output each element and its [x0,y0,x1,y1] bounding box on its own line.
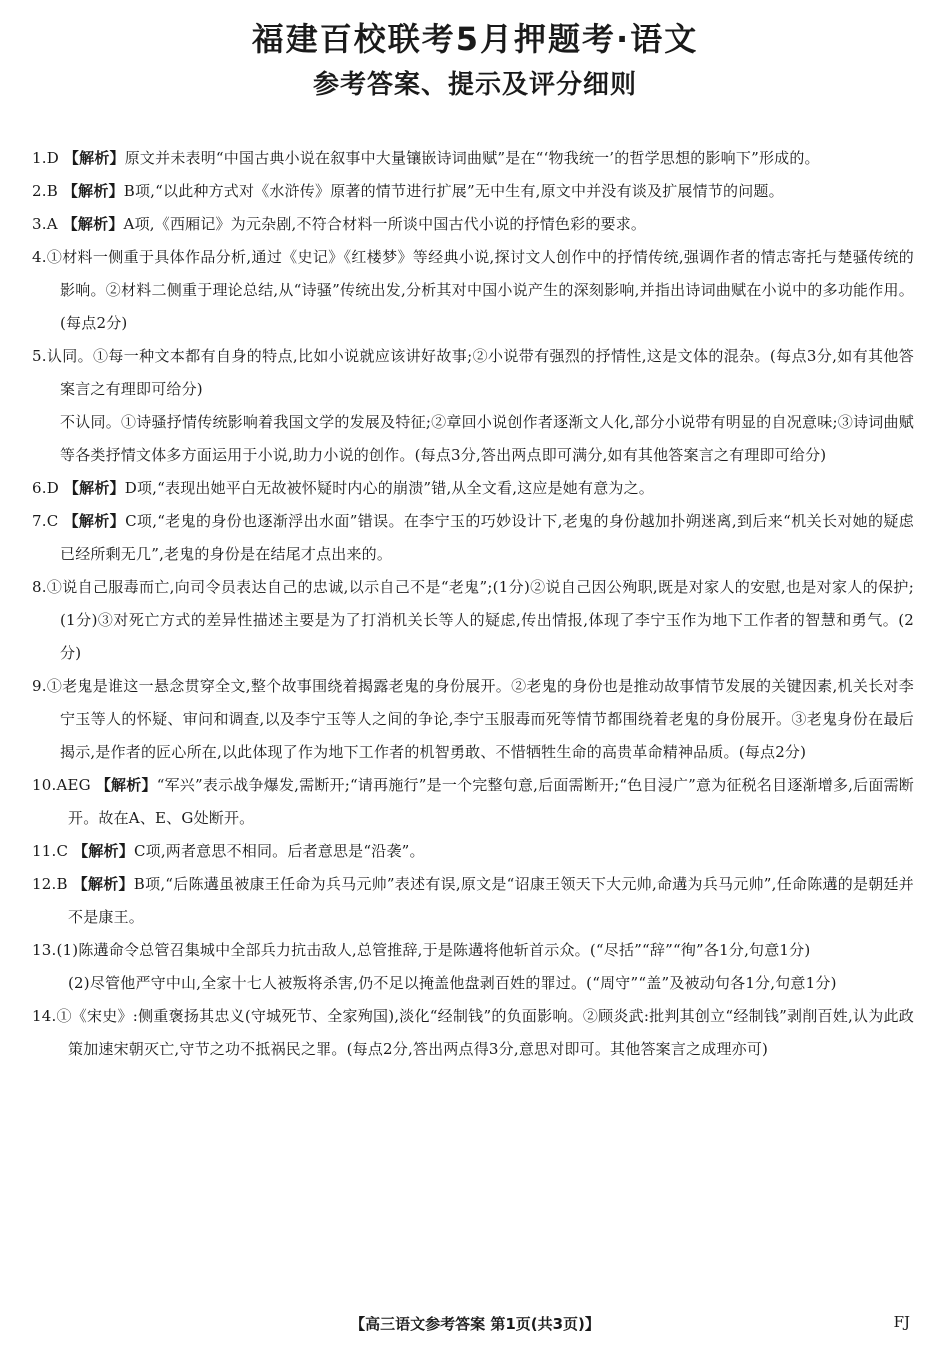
item-answer: C [46,512,59,530]
item-text: B项,“后陈遘虽被康王任命为兵马元帅”表述有误,原文是“诏康王领天下大元帅,命遘为兵马元帅”,任命陈遘的是朝廷并不是康王。 [68,875,914,926]
item-text: D项,“表现出她平白无故被怀疑时内心的崩溃”错,从全文看,这应是她有意为之。 [124,479,655,497]
item-answer: D [46,149,59,167]
answer-item [32,241,914,340]
item-number: 7. [32,512,47,530]
item-answer: C [56,842,69,860]
answer-item [32,208,914,241]
analysis-tag: 【解析】 [63,479,125,497]
item-number: 13. [32,941,57,959]
item-text: C项,“老鬼的身份也逐渐浮出水面”错误。在李宁玉的巧妙设计下,老鬼的身份越加扑朔迷离,到后来“机关长对她的疑虑已经所剩无几”,老鬼的身份是在结尾才点出来的。 [60,512,915,563]
answer-item [32,340,914,406]
item-number: 6. [32,479,47,497]
item-number: 10. [32,776,57,794]
item-text: C项,两者意思不相同。后者意思是“沿袭”。 [133,842,425,860]
item-number: 4. [32,248,47,266]
document-subtitle: 参考答案、提示及评分细则 [312,70,637,100]
footer-code: FJ [893,1313,910,1331]
item-continuation: 不认同。①诗骚抒情传统影响着我国文学的发展及特征;②章回小说创作者逐渐文人化,部分小说带有明显的自况意味;③诗词曲赋等各类抒情文体多方面运用于小说,助力小说的创作。(每点3分,答出两点即可满分,如有其他答案言之有理即可给分) [60,413,914,464]
item-answer: A [46,215,58,233]
item-text: “军兴”表示战争爆发,需断开;“请再施行”是一个完整句意,后面需断开;“色目浸广”意为征税名目逐渐增多,后面需断开。故在A、E、G处断开。 [68,776,914,827]
analysis-tag: 【解析】 [95,776,157,794]
item-text: 原文并未表明“中国古典小说在叙事中大量镶嵌诗词曲赋”是在“‘物我统一’的哲学思想的影响下”形成的。 [124,149,820,167]
analysis-tag: 【解析】 [63,512,126,530]
item-text: 认同。①每一种文本都有自身的特点,比如小说就应该讲好故事;②小说带有强烈的抒情性,这是文体的混杂。(每点3分,如有其他答案言之有理即可给分) [46,347,914,398]
analysis-tag: 【解析】 [62,182,124,200]
item-text: ①材料一侧重于具体作品分析,通过《史记》《红楼梦》等经典小说,探讨文人创作中的抒情传统,强调作者的情志寄托与楚骚传统的影响。②材料二侧重于理论总结,从“诗骚”传统出发,分析其对中国小说产生的深刻影响,并指出诗词曲赋在小说中的多功能作用。(每点2分) [46,248,914,332]
item-answer: D [46,479,59,497]
answer-item [32,1000,914,1066]
item-text: ①说自己服毒而亡,向司令员表达自己的忠诚,以示自己不是“老鬼”;(1分)②说自己因公殉职,既是对家人的安慰,也是对家人的保护;(1分)③对死亡方式的差异性描述主要是为了打消机关长等人的疑虑,传出情报,体现了李宁玉作为地下工作者的智慧和勇气。(2分) [46,578,914,662]
analysis-tag: 【解析】 [72,875,134,893]
answer-item [32,868,914,934]
answer-item [32,571,914,670]
item-number: 1. [32,149,47,167]
item-number: 2. [32,182,47,200]
item-answer: B [46,182,58,200]
item-number: 14. [32,1007,57,1025]
item-text: A项,《西厢记》为元杂剧,不符合材料一所谈中国古代小说的抒情色彩的要求。 [123,215,647,233]
item-answer: B [56,875,68,893]
item-number: 8. [32,578,47,596]
answer-item [32,505,914,571]
analysis-tag: 【解析】 [62,215,124,233]
analysis-tag: 【解析】 [73,842,134,860]
item-text: ①《宋史》:侧重褒扬其忠义(守城死节、全家殉国),淡化“经制钱”的负面影响。②顾炎武:批判其创立“经制钱”剥削百姓,认为此政策加速宋朝灭亡,守节之功不抵祸民之罪。(每点2分,答出两点得3分,意思对即可。其他答案言之成理亦可) [56,1007,914,1058]
answer-item [32,175,914,208]
item-continuation: (2)尽管他严守中山,全家十七人被叛将杀害,仍不足以掩盖他盘剥百姓的罪过。(“周守”“盖”及被动句各1分,句意1分) [68,974,837,992]
analysis-tag: 【解析】 [63,149,125,167]
document-title: 福建百校联考5月押题考·语文 [251,20,699,58]
page-footer: 【高三语文参考答案 第1页(共3页)】 [350,1315,600,1333]
answer-item [32,670,914,769]
item-number: 12. [32,875,57,893]
item-number: 3. [32,215,47,233]
item-answer: AEG [56,776,91,794]
answer-item [32,142,914,175]
item-number: 9. [32,677,47,695]
item-number: 5. [32,347,47,365]
item-text: B项,“以此种方式对《水浒传》原著的情节进行扩展”无中生有,原文中并没有谈及扩展情节的问题。 [123,182,784,200]
answer-list [32,142,914,1066]
item-number: 11. [32,842,57,860]
answer-item [32,835,914,868]
answer-item [32,472,914,505]
item-text: ①老鬼是谁这一悬念贯穿全文,整个故事围绕着揭露老鬼的身份展开。②老鬼的身份也是推动故事情节发展的关键因素,机关长对李宁玉等人的怀疑、审问和调查,以及李宁玉等人之间的争论,李宁玉服毒而死等情节都围绕着老鬼的身份展开。③老鬼身份在最后揭示,是作者的匠心所在,以此体现了作为地下工作者的机智勇敢、不惜牺牲生命的高贵革命精神品质。(每点2分) [46,677,914,761]
item-text: (1)陈遘命令总管召集城中全部兵力抗击敌人,总管推辞,于是陈遘将他斩首示众。(“尽括”“辞”“徇”各1分,句意1分) [56,941,811,959]
answer-item [32,934,914,967]
answer-item [32,769,914,835]
